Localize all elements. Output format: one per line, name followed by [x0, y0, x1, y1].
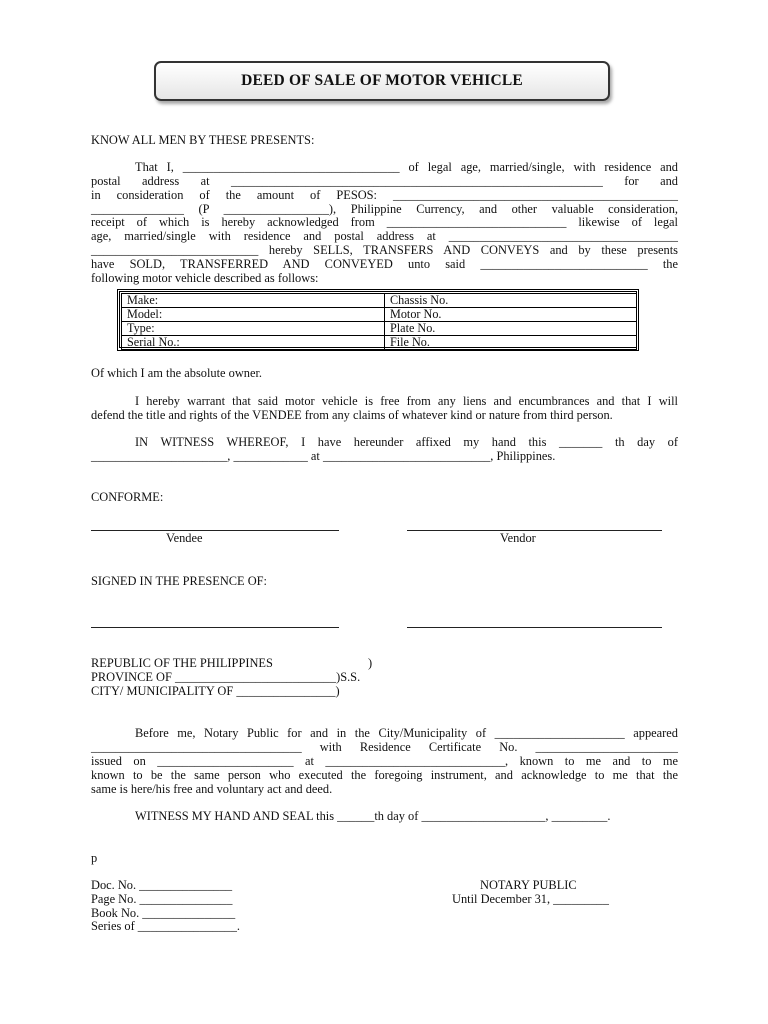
- para1-line: have SOLD, TRANSFERRED AND CONVEYED unto said ___________________________ the: [91, 257, 678, 271]
- p-mark: p: [91, 851, 98, 865]
- model-label: Model:: [122, 308, 385, 322]
- vendee-signature-line: [91, 530, 339, 531]
- para1-line: receipt of which is hereby acknowledged from _____________________________ likewise of legal: [91, 215, 678, 229]
- page-no: Page No. _______________: [91, 892, 233, 906]
- witness1-signature-line: [91, 627, 339, 628]
- table-row: [122, 322, 637, 336]
- witness2-signature-line: [407, 627, 662, 628]
- para1-line: in consideration of the amount of PESOS: ______________________________________________: [91, 188, 678, 202]
- motor-label: Motor No.: [385, 308, 637, 322]
- absolute-owner: Of which I am the absolute owner.: [91, 366, 263, 380]
- witness-line: IN WITNESS WHEREOF, I have hereunder affixed my hand this _______ th day of: [135, 435, 678, 449]
- para1-line: age, married/single with residence and postal address at _____________________________________: [91, 229, 678, 243]
- until-december: Until December 31, _________: [452, 892, 609, 906]
- republic-line: REPUBLIC OF THE PHILIPPINES: [91, 656, 273, 670]
- plate-label: Plate No.: [385, 322, 637, 336]
- series-of: Series of ________________.: [91, 919, 241, 933]
- para1-line: ___________________________ hereby SELLS, TRANSFERS AND CONVEYS and by these presents: [91, 243, 678, 257]
- notary-line: issued on ______________________ at _____________________________, known to me and to me: [91, 754, 678, 768]
- type-label: Type:: [122, 322, 385, 336]
- notary-public-label: NOTARY PUBLIC: [480, 878, 577, 892]
- signed-presence-heading: SIGNED IN THE PRESENCE OF:: [91, 574, 268, 588]
- para1-line: _______________ (P _________________), Philippine Currency, and other valuable consideration,: [91, 202, 678, 216]
- chassis-label: Chassis No.: [385, 294, 637, 308]
- serial-label: Serial No.:: [122, 336, 385, 350]
- province-line: PROVINCE OF __________________________)S.S.: [91, 670, 361, 684]
- para1-line: That I, ___________________________________ of legal age, married/single, with residence and: [135, 160, 678, 174]
- vendor-label: Vendor: [500, 531, 536, 545]
- table-row: [122, 308, 637, 322]
- file-label: File No.: [385, 336, 637, 350]
- republic-paren: ): [368, 656, 373, 670]
- witness-seal-line: WITNESS MY HAND AND SEAL this ______th day of ____________________, _________.: [135, 809, 611, 823]
- para1-line: postal address at ____________________________________________________________ for and: [91, 174, 678, 188]
- know-all-heading: KNOW ALL MEN BY THESE PRESENTS:: [91, 133, 315, 147]
- vendee-label: Vendee: [166, 531, 203, 545]
- doc-no: Doc. No. _______________: [91, 878, 233, 892]
- para1-line: following motor vehicle described as follows:: [91, 271, 319, 285]
- warrant-line: I hereby warrant that said motor vehicle is free from any liens and encumbrances and that I will: [135, 394, 678, 408]
- witness-line: ______________________, ____________ at ___________________________, Philippines.: [91, 449, 556, 463]
- title-box: [154, 61, 610, 101]
- table-row: [122, 336, 637, 350]
- notary-line: Before me, Notary Public for and in the City/Municipality of _____________________ appeared: [135, 726, 678, 740]
- notary-line: known to be the same person who executed the foregoing instrument, and acknowledge to me that the: [91, 768, 678, 782]
- vehicle-table: [117, 289, 639, 351]
- warrant-line: defend the title and rights of the VENDEE from any claims of whatever kind or nature from third person.: [91, 408, 613, 422]
- conforme-heading: CONFORME:: [91, 490, 164, 504]
- table-row: [122, 294, 637, 308]
- document-title: DEED OF SALE OF MOTOR VEHICLE: [241, 72, 523, 90]
- book-no: Book No. _______________: [91, 906, 236, 920]
- notary-line: __________________________________ with Residence Certificate No. _______________________: [91, 740, 678, 754]
- make-label: Make:: [122, 294, 385, 308]
- city-line: CITY/ MUNICIPALITY OF ________________): [91, 684, 340, 698]
- notary-line: same is here/his free and voluntary act and deed.: [91, 782, 333, 796]
